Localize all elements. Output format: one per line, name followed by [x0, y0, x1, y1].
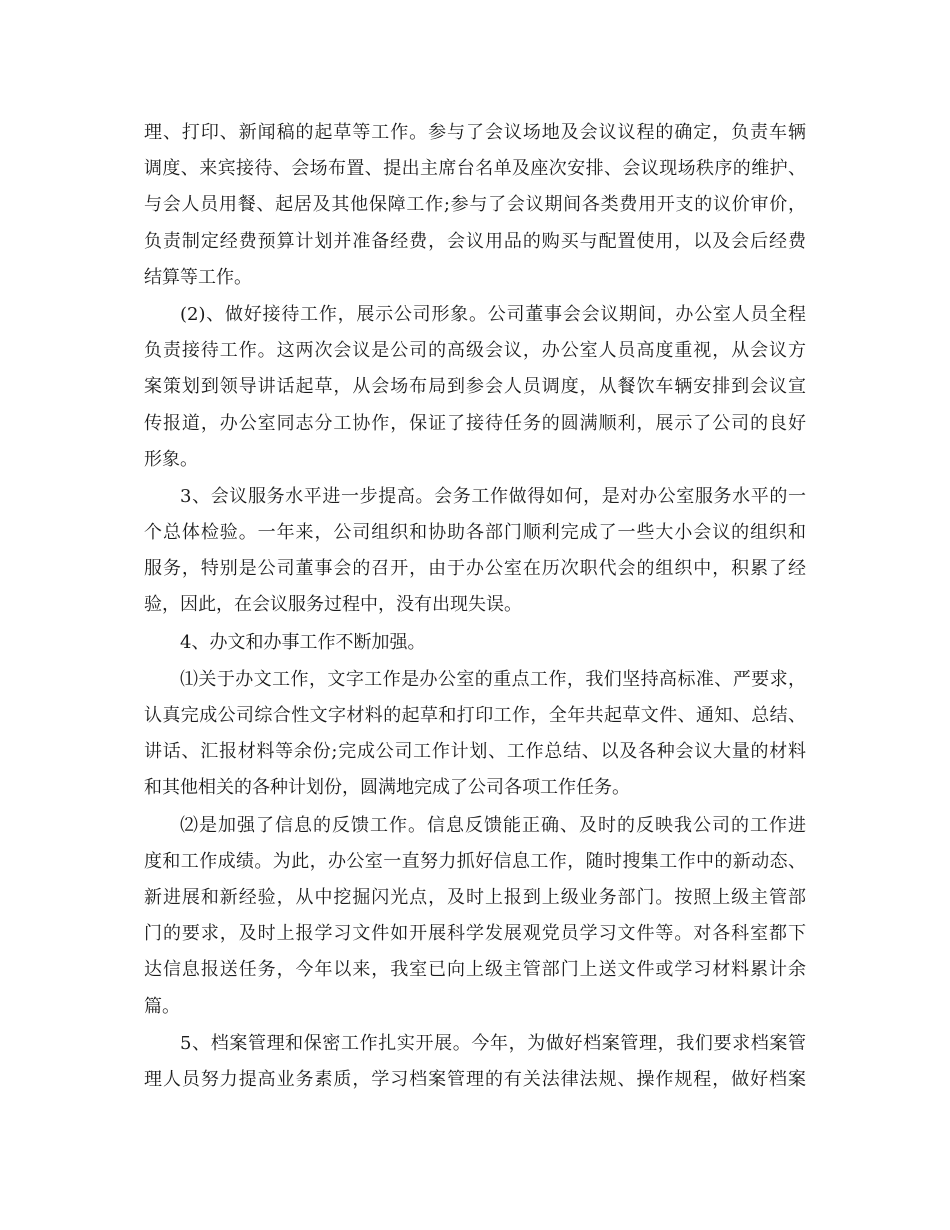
text-line: 服务，特别是公司董事会的召开，由于办公室在历次职代会的组织中，积累了经: [144, 558, 806, 580]
paragraph-start: (2)、做好接待工作，展示公司形象。公司董事会会议期间，办公室人员全程: [180, 303, 806, 325]
text-line: 门的要求，及时上报学习文件如开展科学发展观党员学习文件等。对各科室都下: [144, 923, 806, 945]
text-line: 度和工作成绩。为此，办公室一直努力抓好信息工作，随时搜集工作中的新动态、: [144, 850, 806, 872]
text-line: 调度、来宾接待、会场布置、提出主席台名单及座次安排、会议现场秩序的维护、: [144, 158, 806, 180]
text-line: 达信息报送任务，今年以来，我室已向上级主管部门上送文件或学习材料累计余: [144, 959, 806, 981]
text-line: 个总体检验。一年来，公司组织和协助各部门顺利完成了一些大小会议的组织和: [144, 522, 806, 544]
text-line: 讲话、汇报材料等余份;完成公司工作计划、工作总结、以及各种会议大量的材料: [144, 741, 806, 763]
document-body: [144, 115, 806, 1098]
text-line: 负责接待工作。这两次会议是公司的高级会议，办公室人员高度重视，从会议方: [144, 340, 806, 362]
text-line: 理人员努力提高业务素质，学习档案管理的有关法律法规、操作规程，做好档案: [144, 1068, 806, 1090]
text-line: 篇。: [144, 995, 180, 1017]
paragraph-start: 5、档案管理和保密工作扎实开展。今年，为做好档案管理，我们要求档案管: [180, 1032, 806, 1054]
text-line: 形象。: [144, 448, 198, 470]
text-line: 与会人员用餐、起居及其他保障工作;参与了会议期间各类费用开支的议价审价，: [144, 194, 806, 216]
section-heading: 4、办文和办事工作不断加强。: [180, 631, 426, 653]
text-line: 传报道，办公室同志分工协作，保证了接待任务的圆满顺利，展示了公司的良好: [144, 412, 806, 434]
text-line: 新进展和新经验，从中挖掘闪光点，及时上报到上级业务部门。按照上级主管部: [144, 886, 806, 908]
text-line: 和其他相关的各种计划份，圆满地完成了公司各项工作任务。: [144, 777, 630, 799]
text-line: 结算等工作。: [144, 266, 252, 288]
paragraph-start: ⑴关于办文工作，文字工作是办公室的重点工作，我们坚持高标准、严要求，: [180, 668, 806, 690]
text-line: 验，因此，在会议服务过程中，没有出现失误。: [144, 594, 522, 616]
text-line: 认真完成公司综合性文字材料的起草和打印工作，全年共起草文件、通知、总结、: [144, 705, 806, 726]
paragraph-start: 3、会议服务水平进一步提高。会务工作做得如何，是对办公室服务水平的一: [180, 485, 806, 507]
text-line: 负责制定经费预算计划并准备经费，会议用品的购买与配置使用，以及会后经费: [144, 230, 806, 252]
text-line: 理、打印、新闻稿的起草等工作。参与了会议场地及会议议程的确定，负责车辆: [144, 122, 806, 143]
paragraph-start: ⑵是加强了信息的反馈工作。信息反馈能正确、及时的反映我公司的工作进: [180, 814, 806, 836]
text-line: 案策划到领导讲话起草，从会场布局到参会人员调度，从餐饮车辆安排到会议宣: [144, 376, 806, 398]
